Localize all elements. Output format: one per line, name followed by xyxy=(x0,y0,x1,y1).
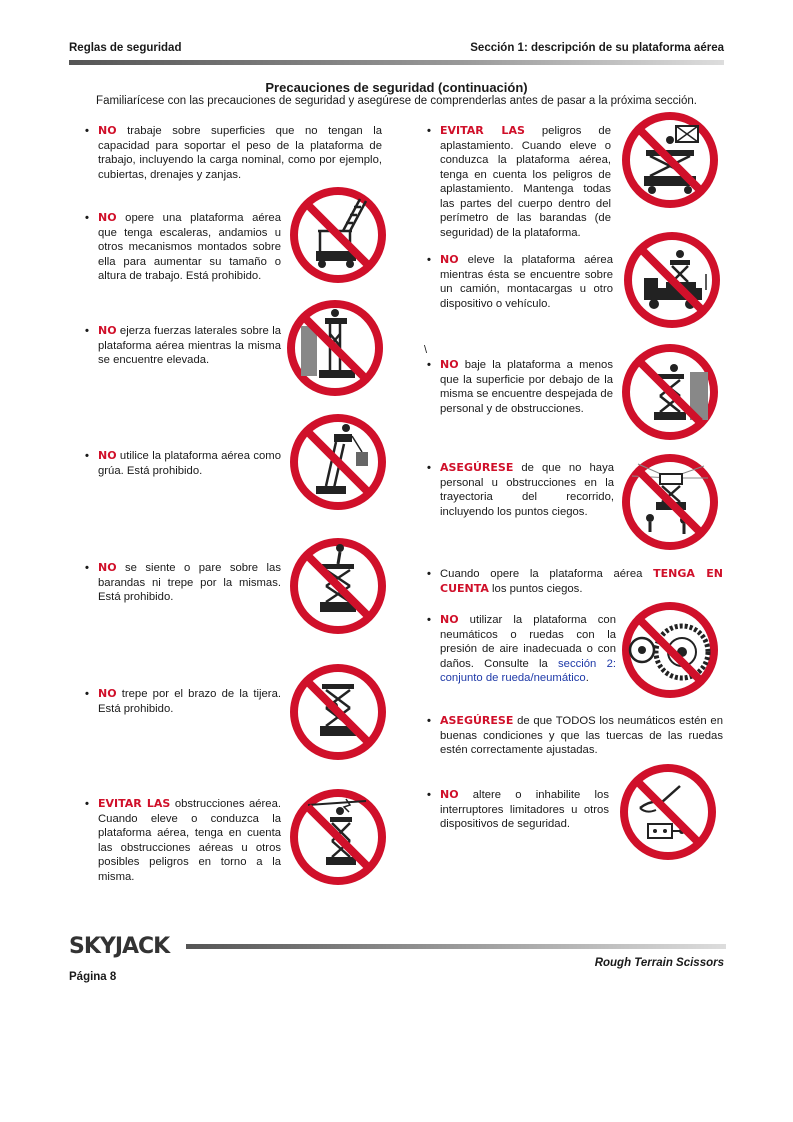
header-left: Reglas de seguridad xyxy=(69,42,182,54)
no-bad-tire-icon xyxy=(620,600,720,700)
no-overhead-icon xyxy=(288,787,388,887)
no-crush-icon xyxy=(620,110,720,210)
skyjack-logo: SKYJACK xyxy=(69,934,170,959)
precaution-item: • NO baje la plataforma a menos que la superficie por debajo de la misma se encuentre despejada de personal y de obstrucciones. xyxy=(427,358,613,415)
no-travel-path-icon xyxy=(620,452,720,552)
page-subtitle: Familiarícese con las precauciones de seguridad y asegúrese de comprenderlas antes de pasar a la próxima sección. xyxy=(96,95,697,107)
section-link[interactable]: sección 2: conjunto de rueda/neumático xyxy=(440,657,616,684)
no-crane-icon xyxy=(288,412,388,512)
no-sit-rails-icon xyxy=(288,536,388,636)
no-tamper-icon xyxy=(618,762,718,862)
stray-character: \ xyxy=(424,344,428,356)
precaution-item: • NO utilizar la plataforma con neumáticos o ruedas con la presión de aire inadecuada o con daños. Consulte la sección 2: conjunto de rueda/neumático. xyxy=(427,613,616,684)
precaution-item: • NO utilice la plataforma aérea como grúa. Está prohibido. xyxy=(85,449,281,477)
precaution-item: • Cuando opere la plataforma aérea TENGA EN CUENTA los puntos ciegos. xyxy=(427,567,724,595)
precaution-item: • EVITAR LAS obstrucciones aérea. Cuando eleve o conduzca la plataforma aérea, tenga en cuenta las obstrucciones aéreas u otros posibles peligros en torno a la misma. xyxy=(85,797,282,883)
precaution-item: • NO opere una plataforma aérea que tenga escaleras, andamios u otros mecanismos montados sobre ella para aumentar su tamaño o altura de trabajo. Está prohibido. xyxy=(85,211,281,282)
precaution-item: • ASEGÚRESE de que TODOS los neumáticos estén en buenas condiciones y que las tuercas de las ruedas estén correctamente ajustadas. xyxy=(427,714,723,756)
no-climb-scissor-icon xyxy=(288,662,388,762)
page-title: Precauciones de seguridad (continuación) xyxy=(265,80,528,95)
precaution-item: • ASEGÚRESE de que no haya personal u obstrucciones en la trayectoria del recorrido, incluyendo los puntos ciegos. xyxy=(427,461,614,518)
no-side-force-icon xyxy=(285,298,385,398)
precaution-item: • NO trabaje sobre superficies que no tengan la capacidad para soportar el peso de la plataforma de trabajo, incluyendo la carga nominal, como por ejemplo, cubiertas, drenajes y zanjas. xyxy=(85,124,382,181)
no-truck-icon xyxy=(622,230,722,330)
precaution-item: • NO eleve la plataforma aérea mientras ésta se encuentre sobre un camión, montacargas u otro dispositivo o vehículo. xyxy=(427,253,613,310)
header-right: Sección 1: descripción de su plataforma aérea xyxy=(470,42,724,54)
precaution-item: • NO altere o inhabilite los interruptores limitadores u otros dispositivos de seguridad. xyxy=(427,788,609,830)
precaution-item: • NO se siente o pare sobre las barandas ni trepe por la mismas. Está prohibido. xyxy=(85,561,281,603)
footer-rule xyxy=(186,944,726,949)
no-lower-icon xyxy=(620,342,720,442)
precaution-item: • NO trepe por el brazo de la tijera. Está prohibido. xyxy=(85,687,281,715)
precaution-item: • EVITAR LAS peligros de aplastamiento. Cuando eleve o conduzca la plataforma aérea, tenga en cuenta los peligros de aplastamiento. Mantenga todas las partes del cuerpo dentro del perímetro de las barandas (de seguridad) de la plataforma. xyxy=(427,124,612,239)
no-ladder-icon xyxy=(288,185,388,285)
page-number: Página 8 xyxy=(69,971,117,983)
product-name: Rough Terrain Scissors xyxy=(594,957,724,969)
header-rule xyxy=(69,60,724,65)
precaution-item: • NO ejerza fuerzas laterales sobre la plataforma aérea mientras la misma se encuentre elevada. xyxy=(85,324,281,366)
